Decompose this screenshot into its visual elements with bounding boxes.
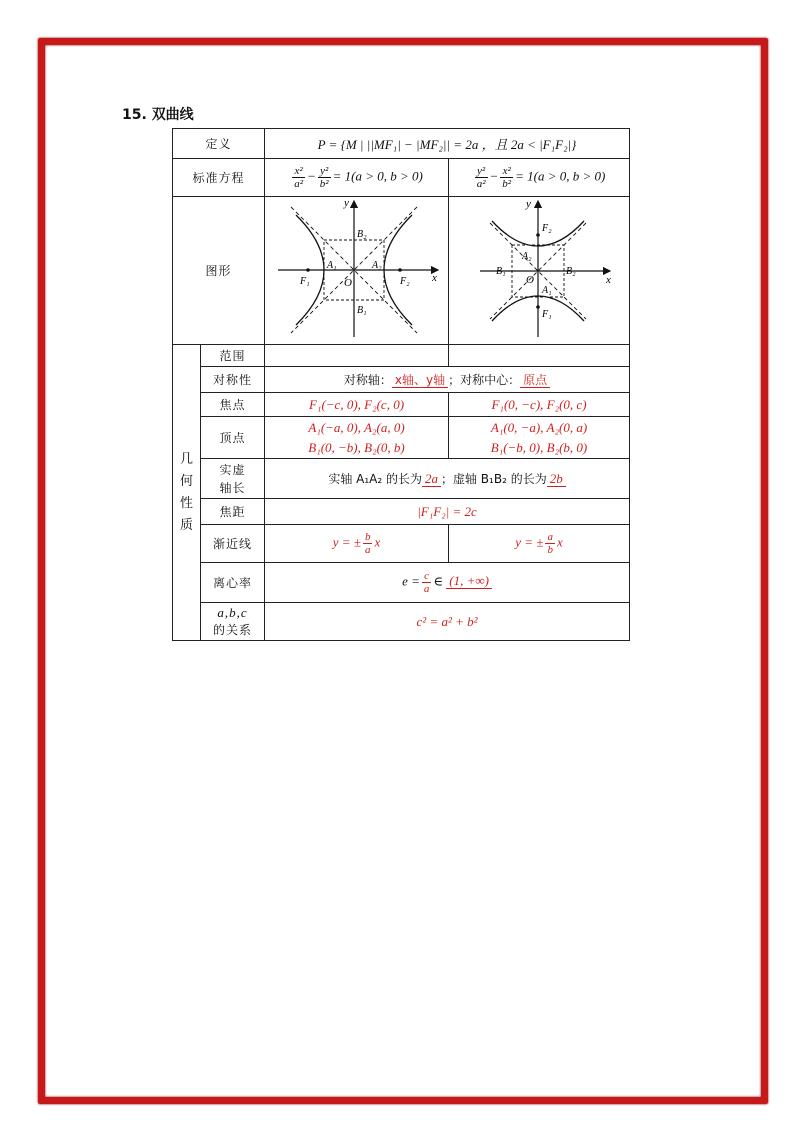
row-eccentricity	[173, 563, 630, 603]
standard-right: $\frac{\text{y²}}{\text{a²}}$ − $\frac{\text{x²}}{\text{b²}}$ = 1(a > 0, b > 0)	[449, 159, 630, 197]
symmetry-center: 原点	[520, 373, 550, 388]
frac-x2a2: $\frac{\text{x²}}{\text{a²}}$	[294, 165, 303, 190]
row-axes-length	[173, 459, 630, 499]
frac-y2a2: $\frac{\text{y²}}{\text{a²}}$	[476, 165, 486, 190]
row-foci	[173, 393, 630, 417]
section-number: 15.	[122, 107, 147, 123]
row-figure	[173, 197, 630, 345]
A2-label: A₂	[522, 251, 532, 262]
focal-label: 焦距	[201, 499, 265, 525]
vertices-right: A₁(0, −a), A₂(0, a) B₁(−b, 0), B₂(b, 0)	[449, 417, 630, 459]
symmetry-label: 对称性	[201, 367, 265, 393]
eccentricity-interval: (1, +∞)	[446, 573, 492, 589]
definition-label: 定义	[173, 129, 265, 159]
A2-label: A₂	[371, 260, 382, 271]
figure-left-cell	[265, 197, 449, 345]
x-label: x	[431, 272, 437, 284]
asymptote-label: 渐近线	[201, 525, 265, 563]
imaginary-axis-length: 2b	[547, 471, 566, 487]
row-abc-relation	[173, 603, 630, 641]
F2-label: F₂	[542, 223, 552, 234]
vertices-left: A₁(−a, 0), A₂(a, 0) B₁(0, −b), B₂(0, b)	[265, 417, 449, 459]
foci-left: F₁(−c, 0), F₂(c, 0)	[265, 393, 449, 417]
O-label: O	[526, 274, 534, 286]
F2-label: F₂	[399, 276, 410, 287]
y-label: y	[526, 198, 531, 210]
row-symmetry	[173, 367, 630, 393]
section-heading	[122, 104, 194, 124]
asymptote-left: y = ± $\frac{b}{a}$ x	[265, 525, 449, 563]
definition-formula: P = {M | ||MF₁| − |MF₂|| = 2a ，且 2a < |F₁F₂|}	[265, 129, 630, 159]
group-label-geometric-properties: 几 何 性 质	[173, 345, 201, 641]
axes-length-content: 实轴 A₁A₂ 的长为 2a ；虚轴 B₁B₂ 的长为 2b	[265, 459, 630, 499]
range-right	[449, 345, 630, 367]
eccentricity-formula: e = $\frac{c}{a}$ ∈ (1, +∞)	[265, 563, 630, 603]
O-label: O	[343, 277, 352, 289]
vertices-label: 顶点	[201, 417, 265, 459]
eccentricity-label: 离心率	[201, 563, 265, 603]
row-asymptote	[173, 525, 630, 563]
hyperbola-vertical-graph	[450, 197, 628, 341]
A1-label: A₁	[542, 285, 552, 296]
hyperbola-horizontal-graph	[266, 197, 448, 341]
relation-formula: c² = a² + b²	[265, 603, 630, 641]
section-title: 双曲线	[151, 107, 194, 123]
relation-label: a,b,c 的关系	[201, 603, 265, 641]
axes-length-label: 实虚 轴长	[201, 459, 265, 499]
real-axis-length: 2a	[422, 471, 441, 487]
x-label: x	[606, 274, 611, 286]
B2-label: B₂	[566, 266, 576, 277]
F1-label: F₁	[299, 276, 310, 287]
frac-x2b2: $\frac{\text{x²}}{\text{b²}}$	[502, 165, 512, 190]
row-range	[173, 345, 630, 367]
row-vertices	[173, 417, 630, 459]
standard-left: $\frac{\text{x²}}{\text{a²}}$ − $\frac{\text{y²}}{\text{b²}}$ = 1(a > 0, b > 0)	[265, 159, 449, 197]
y-label: y	[343, 197, 349, 209]
symmetry-content: 对称轴： x轴、y轴 ；对称中心： 原点	[265, 367, 630, 393]
B1-label: B₁	[356, 305, 367, 316]
row-standard-equation	[173, 159, 630, 197]
focal-formula: |F₁F₂| = 2c	[265, 499, 630, 525]
frac-y2b2: $\frac{\text{y²}}{\text{b²}}$	[319, 165, 329, 190]
B1-label: B₁	[496, 266, 506, 277]
hyperbola-table	[172, 128, 630, 641]
asymptote-right: y = ± $\frac{a}{b}$ x	[449, 525, 630, 563]
figure-right-cell	[449, 197, 630, 345]
standard-label: 标准方程	[173, 159, 265, 197]
B2-label: B₂	[356, 229, 367, 240]
figure-label: 图形	[173, 197, 265, 345]
range-left	[265, 345, 449, 367]
foci-label: 焦点	[201, 393, 265, 417]
foci-right: F₁(0, −c), F₂(0, c)	[449, 393, 630, 417]
range-label: 范围	[201, 345, 265, 367]
A1-label: A₁	[326, 260, 337, 271]
row-definition	[173, 129, 630, 159]
symmetry-axes: x轴、y轴	[392, 373, 448, 388]
F1-label: F₁	[542, 309, 552, 320]
row-focal-distance	[173, 499, 630, 525]
